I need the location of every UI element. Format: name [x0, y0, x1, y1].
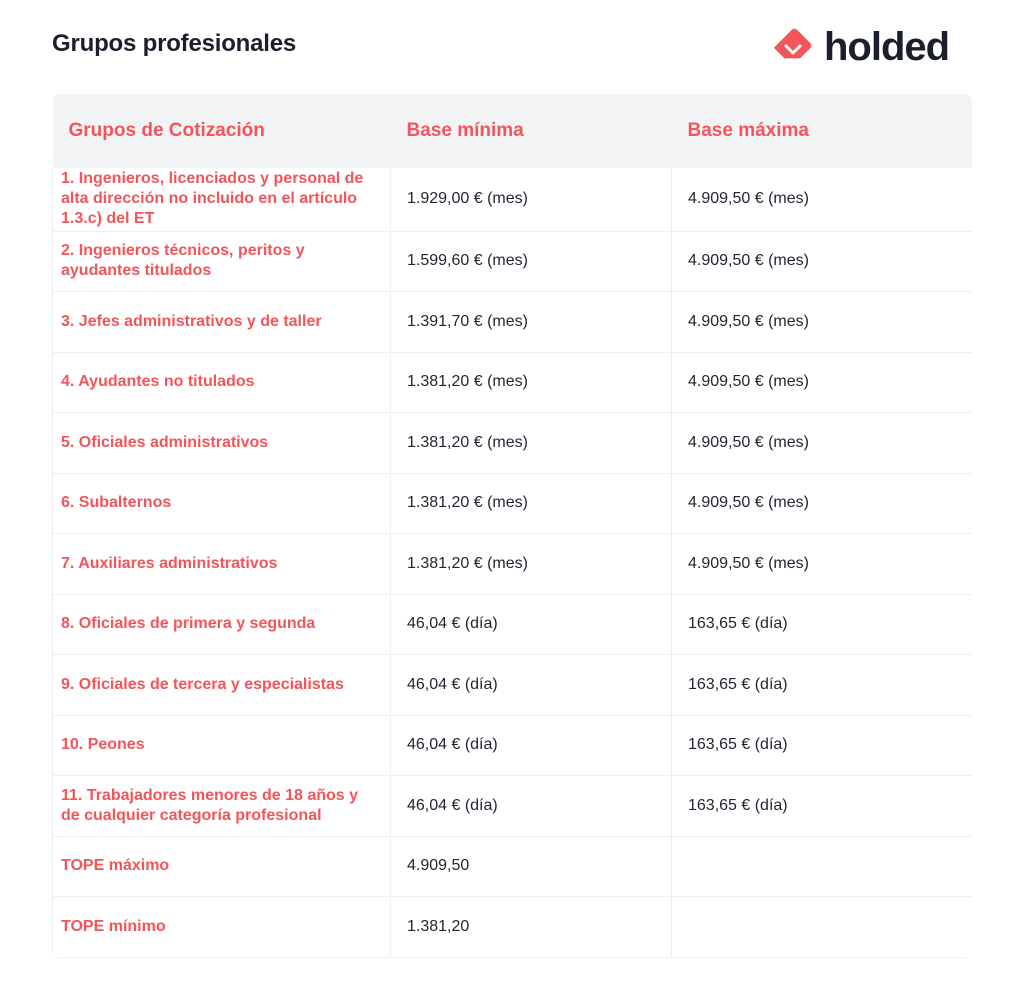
- base-minima-cell: 1.381,20 € (mes): [391, 534, 672, 595]
- grupo-cell: 2. Ingenieros técnicos, peritos y ayudantes titulados: [53, 231, 391, 292]
- holded-logo-icon: [770, 24, 816, 70]
- base-minima-cell: 1.391,70 € (mes): [391, 292, 672, 353]
- table-row: [53, 292, 973, 353]
- table-row: [53, 534, 973, 595]
- base-maxima-cell: 163,65 € (día): [672, 776, 973, 837]
- base-maxima-cell: 163,65 € (día): [672, 655, 973, 716]
- base-maxima-cell: 4.909,50 € (mes): [672, 168, 973, 231]
- grupo-cell: 9. Oficiales de tercera y especialistas: [53, 655, 391, 716]
- base-minima-cell: 1.381,20 € (mes): [391, 352, 672, 413]
- cotizacion-table: [52, 94, 972, 958]
- base-minima-cell: 46,04 € (día): [391, 594, 672, 655]
- tope-minimo-value: 1.381,20: [391, 897, 672, 958]
- base-minima-cell: 1.381,20 € (mes): [391, 473, 672, 534]
- base-minima-cell: 1.599,60 € (mes): [391, 231, 672, 292]
- table-header-row: [53, 94, 973, 168]
- empty-cell: [672, 836, 973, 897]
- table-row: [53, 594, 973, 655]
- base-maxima-cell: 4.909,50 € (mes): [672, 413, 973, 474]
- base-maxima-cell: 4.909,50 € (mes): [672, 292, 973, 353]
- table-row: [53, 836, 973, 897]
- base-minima-cell: 46,04 € (día): [391, 776, 672, 837]
- tope-maximo-value: 4.909,50: [391, 836, 672, 897]
- table-row: [53, 231, 973, 292]
- table-row: [53, 715, 973, 776]
- table-row: [53, 655, 973, 716]
- base-minima-cell: 46,04 € (día): [391, 655, 672, 716]
- grupo-cell: 4. Ayudantes no titulados: [53, 352, 391, 413]
- base-maxima-cell: 4.909,50 € (mes): [672, 534, 973, 595]
- page-title: Grupos profesionales: [52, 30, 297, 57]
- base-maxima-cell: 4.909,50 € (mes): [672, 473, 973, 534]
- logo-text: holded: [824, 25, 950, 69]
- base-maxima-cell: 4.909,50 € (mes): [672, 352, 973, 413]
- base-minima-cell: 1.929,00 € (mes): [391, 168, 672, 231]
- table-row: [53, 473, 973, 534]
- grupo-cell: 3. Jefes administrativos y de taller: [53, 292, 391, 353]
- base-maxima-cell: 163,65 € (día): [672, 715, 973, 776]
- table-row: [53, 413, 973, 474]
- tope-minimo-label: TOPE mínimo: [53, 897, 391, 958]
- base-maxima-cell: 163,65 € (día): [672, 594, 973, 655]
- column-header-grupos: Grupos de Cotización: [68, 120, 265, 141]
- grupo-cell: 5. Oficiales administrativos: [53, 413, 391, 474]
- grupo-cell: 10. Peones: [53, 715, 391, 776]
- holded-logo[interactable]: [770, 24, 949, 70]
- column-header-base-minima: Base mínima: [406, 120, 524, 141]
- base-maxima-cell: 4.909,50 € (mes): [672, 231, 973, 292]
- base-minima-cell: 1.381,20 € (mes): [391, 413, 672, 474]
- empty-cell: [672, 897, 973, 958]
- grupo-cell: 6. Subalternos: [53, 473, 391, 534]
- grupo-cell: 7. Auxiliares administrativos: [53, 534, 391, 595]
- table-row: [53, 352, 973, 413]
- table-row: [53, 168, 973, 231]
- table-row: [53, 776, 973, 837]
- grupo-cell: 8. Oficiales de primera y segunda: [53, 594, 391, 655]
- grupo-cell: 1. Ingenieros, licenciados y personal de alta dirección no incluido en el artículo 1.3.c) del ET: [53, 168, 391, 231]
- column-header-base-maxima: Base máxima: [687, 120, 809, 141]
- table-row: [53, 897, 973, 958]
- tope-maximo-label: TOPE máximo: [53, 836, 391, 897]
- base-minima-cell: 46,04 € (día): [391, 715, 672, 776]
- grupo-cell: 11. Trabajadores menores de 18 años y de cualquier categoría profesional: [53, 776, 391, 837]
